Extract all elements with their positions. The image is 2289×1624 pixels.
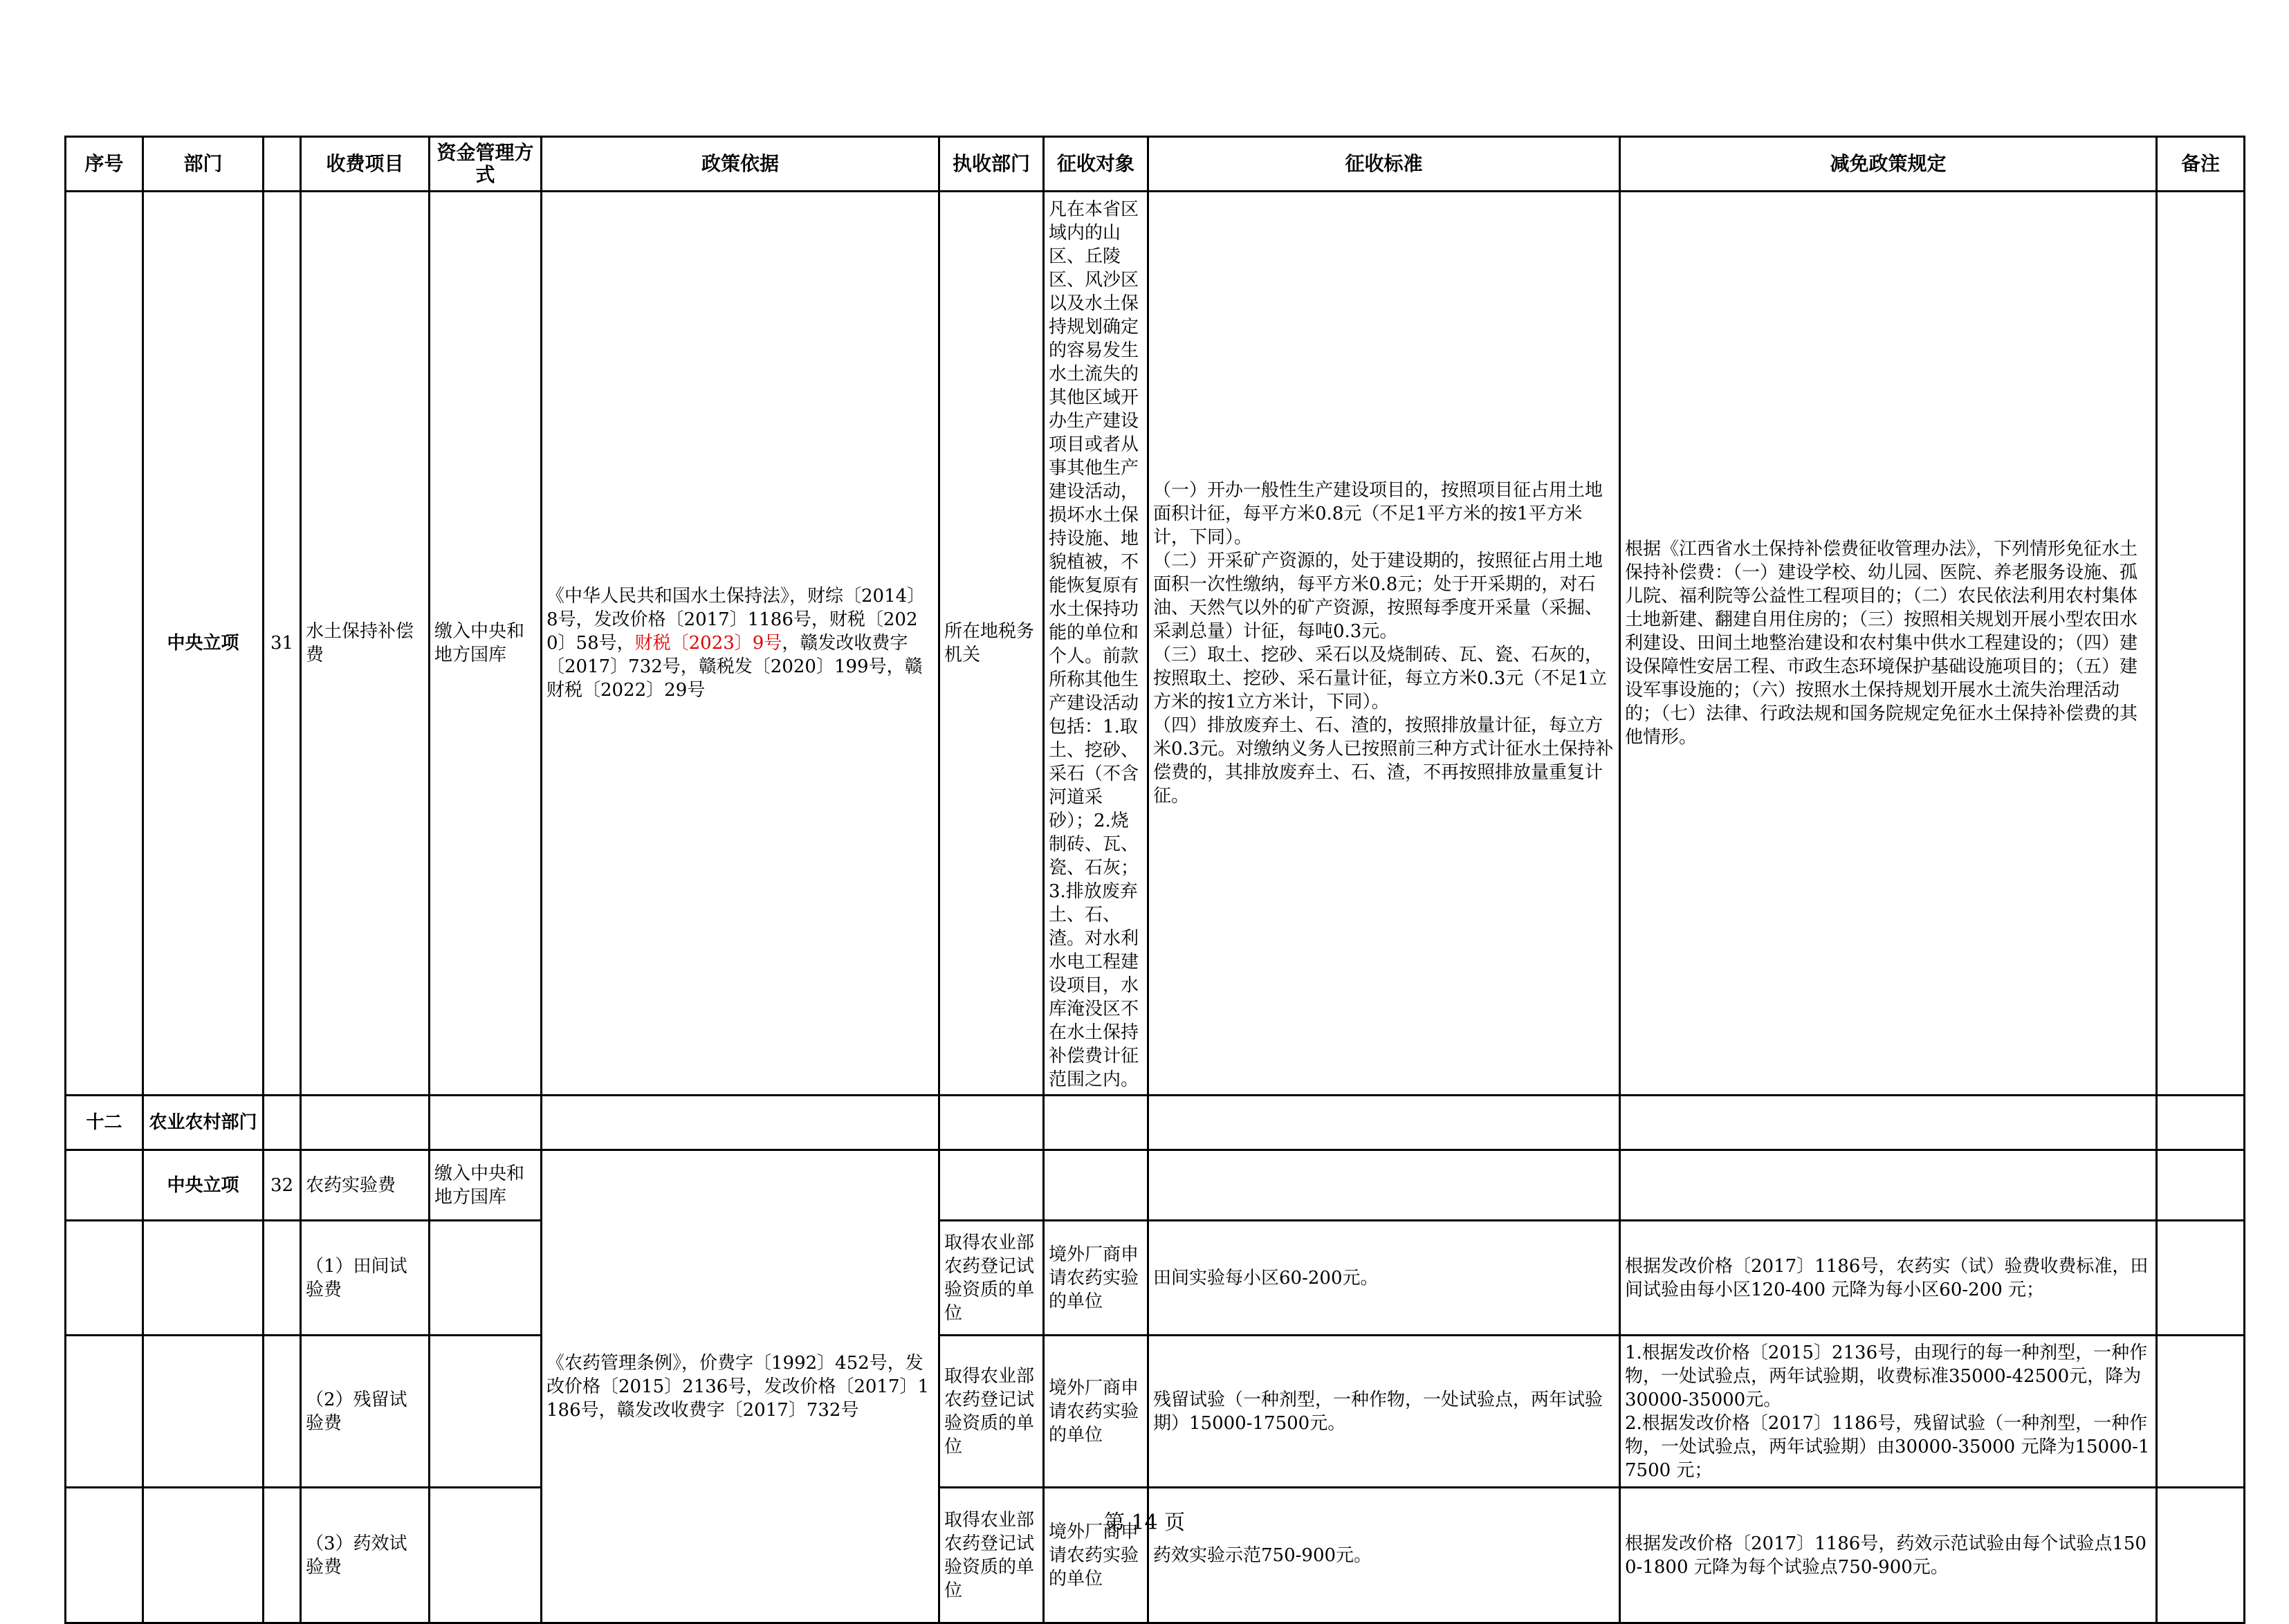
agency-cell: 所在地税务机关 xyxy=(939,192,1044,1096)
header-item: 收费项目 xyxy=(301,137,430,192)
reduction-cell: 根据《江西省水土保持补偿费征收管理办法》，下列情形免征水土保持补偿费：（一）建设学校、幼儿园、医院、养老服务设施、孤儿院、福利院等公益性工程项目的；（二）农民依法利用农村集体土地新建、翻建自用住房的；（三）按照相关规划开展小型农田水利建设、田间土地整治建设和农村集中供水工程建设的；（四）建设保障性安居工程、市政生态环境保护基础设施项目的；（五）建设军事设施的；（六）按照水土保持规划开展水土流失治理活动的；（七）法律、行政法规和国务院规定免征水土保持补偿费的其他情形。 xyxy=(1620,192,2157,1096)
basis-text-tail: ，赣发改收费字〔2017〕732号，赣税发〔2020〕199号，赣财税〔2022〕29号 xyxy=(546,633,923,701)
agency-cell: 取得农业部农药登记试验资质的单位 xyxy=(939,1488,1044,1623)
header-blank xyxy=(264,137,301,192)
seq-cell xyxy=(66,1221,143,1336)
reduction-cell xyxy=(1620,1150,2157,1221)
table-row-water xyxy=(66,192,2245,1096)
dept-cell: 中央立项 xyxy=(143,192,264,1096)
num-cell xyxy=(264,1336,301,1488)
target-cell: 境外厂商申请农药实验的单位 xyxy=(1044,1221,1148,1336)
agency-cell: 取得农业部农药登记试验资质的单位 xyxy=(939,1336,1044,1488)
num-cell xyxy=(264,1221,301,1336)
standard-cell: 残留试验（一种剂型，一种作物，一处试验点，两年试验期）15000-17500元。 xyxy=(1148,1336,1620,1488)
empty-cell xyxy=(542,1096,939,1150)
header-dept: 部门 xyxy=(143,137,264,192)
target-cell: 境外厂商申请农药实验的单位 xyxy=(1044,1488,1148,1623)
agency-cell: 取得农业部农药登记试验资质的单位 xyxy=(939,1221,1044,1336)
reduction-cell: 1.根据发改价格〔2015〕2136号，由现行的每一种剂型，一种作物，一处试验点，两年试验期，收费标准35000-42500元，降为30000-35000元。 2.根据发改价格〔2017〕1186号，残留试验（一种剂型，一种作物，一处试验点，两年试验期）由30000-35000 元降为15000-17500 元； xyxy=(1620,1336,2157,1488)
target-cell: 境外厂商申请农药实验的单位 xyxy=(1044,1336,1148,1488)
header-fund: 资金管理方式 xyxy=(430,137,542,192)
seq-cell xyxy=(66,1150,143,1221)
remark-cell xyxy=(2157,1336,2245,1488)
item-number: 31 xyxy=(264,192,301,1096)
standard-cell xyxy=(1148,1150,1620,1221)
table-row-residue-test xyxy=(66,1336,2245,1488)
dept-cell: 中央立项 xyxy=(143,1150,264,1221)
table-row-field-test xyxy=(66,1221,2245,1336)
dept-cell xyxy=(143,1221,264,1336)
page-number: 第 14 页 xyxy=(1103,1511,1186,1535)
basis-cell: 《农药管理条例》，价费字〔1992〕452号，发改价格〔2015〕2136号，发改价格〔2017〕1186号，赣发改收费字〔2017〕732号 xyxy=(542,1150,939,1623)
fund-cell: 缴入中央和地方国库 xyxy=(430,192,542,1096)
header-agency: 执收部门 xyxy=(939,137,1044,192)
dept-cell: 农业农村部门 xyxy=(143,1096,264,1150)
empty-cell xyxy=(939,1096,1044,1150)
remark-cell xyxy=(2157,1150,2245,1221)
item-cell: 水土保持补偿费 xyxy=(301,192,430,1096)
header-basis: 政策依据 xyxy=(542,137,939,192)
basis-text: 《中华人民共和国水土保持法》，财综〔2014〕8号，发改价格〔2017〕1186号，财税〔2020〕58号， xyxy=(546,586,926,654)
table-row-pesticide xyxy=(66,1150,2245,1221)
header-row xyxy=(66,137,2245,192)
empty-cell xyxy=(430,1096,542,1150)
empty-cell xyxy=(264,1096,301,1150)
fund-cell: 缴入中央和地方国库 xyxy=(430,1150,542,1221)
item-cell: （1）田间试验费 xyxy=(301,1221,430,1336)
fee-table xyxy=(64,136,2245,1624)
header-reduction: 减免政策规定 xyxy=(1620,137,2157,192)
standard-cell: （一）开办一般性生产建设项目的，按照项目征占用土地面积计征，每平方米0.8元（不足1平方米的按1平方米计，下同）。 （二）开采矿产资源的，处于建设期的，按照征占用土地面积一次性缴纳，每平方米0.8元；处于开采期的，对石油、天然气以外的矿产资源，按照每季度开采量（采掘、采剥总量）计征，每吨0.3元。 （三）取土、挖砂、采石以及烧制砖、瓦、瓷、石灰的，按照取土、挖砂、采石量计征，每立方米0.3元（不足1立方米的按1立方米计，下同）。 （四）排放废弃土、石、渣的，按照排放量计征，每立方米0.3元。对缴纳义务人已按照前三种方式计征水土保持补偿费的，其排放废弃土、石、渣，不再按照排放量重复计征。 xyxy=(1148,192,1620,1096)
target-cell xyxy=(1044,1150,1148,1221)
empty-cell xyxy=(1620,1096,2157,1150)
standard-cell: 药效实验示范750-900元。 xyxy=(1148,1488,1620,1623)
header-standard: 征收标准 xyxy=(1148,137,1620,192)
basis-cell xyxy=(542,192,939,1096)
empty-cell xyxy=(2157,1096,2245,1150)
item-number: 32 xyxy=(264,1150,301,1221)
fund-cell xyxy=(430,1336,542,1488)
empty-cell xyxy=(1044,1096,1148,1150)
empty-cell xyxy=(301,1096,430,1150)
item-cell: （3）药效试验费 xyxy=(301,1488,430,1623)
target-text: 凡在本省区域内的山区、丘陵区、风沙区以及水土保持规划确定的容易发生水土流失的其他区域开办生产建设项目或者从事其他生产建设活动，损坏水土保持设施、地貌植被，不能恢复原有水土保持功能的单位和个人。前款所称其他生产建设活动包括：1.取土、挖砂、采石（不含河道采砂）；2.烧制砖、瓦、瓷、石灰；3.排放废弃土、石、渣。对水利水电工程建设项目，水库淹没区不在水土保持补偿费计征范围之内。 xyxy=(1049,199,1139,1090)
seq-cell: 十二 xyxy=(66,1096,143,1150)
target-cell xyxy=(1044,192,1148,1096)
standard-cell: 田间实验每小区60-200元。 xyxy=(1148,1221,1620,1336)
basis-highlight: 财税〔2023〕9号 xyxy=(634,633,782,654)
seq-cell xyxy=(66,192,143,1096)
agency-cell xyxy=(939,1150,1044,1221)
reduction-cell: 根据发改价格〔2017〕1186号，农药实（试）验费收费标准，田间试验由每小区120-400 元降为每小区60-200 元； xyxy=(1620,1221,2157,1336)
header-remark: 备注 xyxy=(2157,137,2245,192)
empty-cell xyxy=(1148,1096,1620,1150)
item-cell: （2）残留试验费 xyxy=(301,1336,430,1488)
item-cell: 农药实验费 xyxy=(301,1150,430,1221)
header-target: 征收对象 xyxy=(1044,137,1148,192)
remark-cell xyxy=(2157,1221,2245,1336)
reduction-cell: 根据发改价格〔2017〕1186号，药效示范试验由每个试验点1500-1800 元降为每个试验点750-900元。 xyxy=(1620,1488,2157,1623)
table-row-agri-dept xyxy=(66,1096,2245,1150)
remark-cell xyxy=(2157,192,2245,1096)
dept-cell xyxy=(143,1336,264,1488)
header-seq: 序号 xyxy=(66,137,143,192)
fund-cell xyxy=(430,1221,542,1336)
seq-cell xyxy=(66,1336,143,1488)
